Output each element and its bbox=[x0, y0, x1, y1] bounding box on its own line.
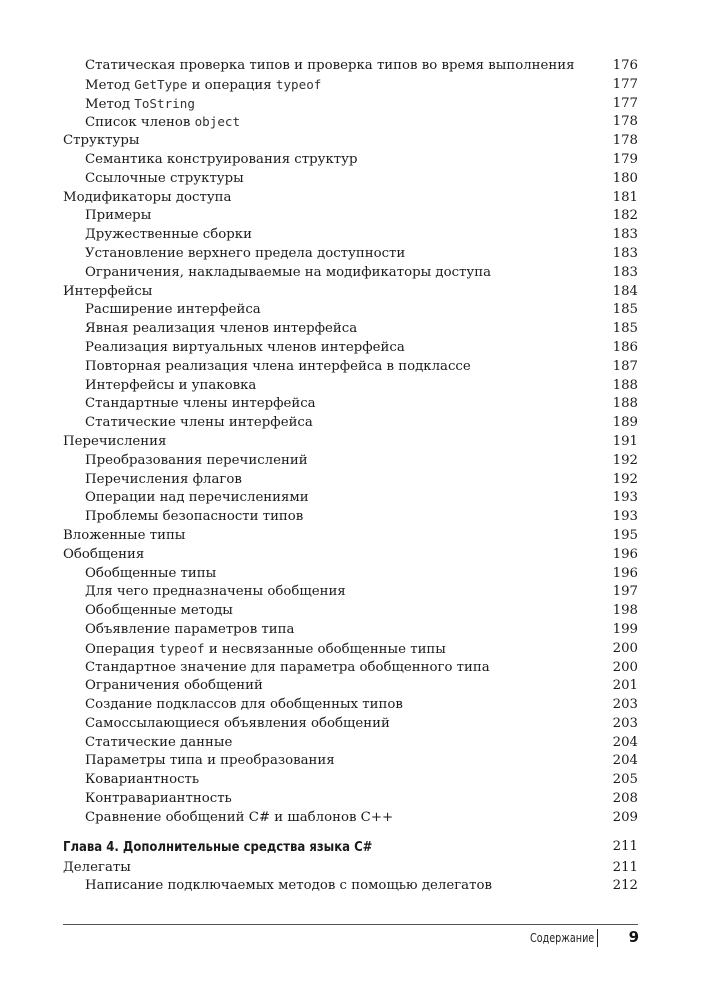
toc-entry-page: 199 bbox=[612, 621, 638, 637]
toc-entry-page: 177 bbox=[612, 76, 638, 92]
toc-section-entry bbox=[63, 132, 638, 151]
toc-entry-text: Явная реализация членов интерфейса bbox=[85, 321, 358, 337]
toc-entry-page: 187 bbox=[612, 358, 638, 374]
toc-entry-page: 182 bbox=[612, 208, 638, 224]
toc-entry-code-term: ToString bbox=[134, 95, 195, 111]
toc-entry-page: 184 bbox=[612, 283, 638, 299]
toc-entry-text: Преобразования перечислений bbox=[85, 452, 308, 468]
toc-entry-title bbox=[85, 659, 490, 678]
toc-entry-text: Самоссылающиеся объявления обобщений bbox=[85, 715, 390, 731]
toc-entry-title bbox=[85, 452, 308, 471]
toc-entry-text: Повторная реализация члена интерфейса в подклассе bbox=[85, 358, 471, 374]
toc-entry-page: 203 bbox=[612, 697, 638, 713]
toc-subsection-entry bbox=[63, 264, 638, 283]
toc-subsection-entry bbox=[63, 677, 638, 696]
toc-entry-title bbox=[63, 189, 231, 208]
toc-entry-title bbox=[63, 283, 152, 302]
toc-entry-title bbox=[85, 508, 303, 527]
toc-subsection-entry bbox=[63, 659, 638, 678]
toc-entry-page: 180 bbox=[612, 170, 638, 186]
toc-entry-code-term: GetType bbox=[134, 76, 188, 92]
toc-entry-text: Примеры bbox=[85, 208, 152, 224]
toc-entry-text: Обобщения bbox=[63, 546, 145, 562]
page-number: 9 bbox=[628, 928, 639, 946]
toc-section-entry bbox=[63, 859, 638, 878]
toc-entry-text: Сравнение обобщений C# и шаблонов C++ bbox=[85, 809, 394, 825]
toc-entry-title bbox=[63, 433, 166, 452]
toc-subsection-entry bbox=[63, 696, 638, 715]
toc-subsection-entry bbox=[63, 151, 638, 170]
toc-entry-text: Вложенные типы bbox=[63, 527, 186, 543]
toc-entry-title bbox=[85, 715, 390, 734]
toc-entry-text: Стандартные члены интерфейса bbox=[85, 396, 316, 412]
toc-entry-page: 183 bbox=[612, 245, 638, 261]
toc-entry-title bbox=[85, 339, 405, 358]
toc-subsection-entry bbox=[63, 809, 638, 828]
toc-entry-text: Список членов bbox=[85, 115, 195, 131]
toc-entry-title bbox=[85, 489, 309, 508]
toc-entry-code-term: typeof bbox=[275, 76, 322, 92]
toc-entry-text: Установление верхнего предела доступности bbox=[85, 245, 406, 261]
toc-entry-page: 212 bbox=[612, 878, 638, 894]
toc-entry-text: и несвязанные обобщенные типы bbox=[204, 641, 446, 657]
toc-entry-text: Метод bbox=[85, 96, 135, 112]
toc-entry-page: 177 bbox=[612, 95, 638, 111]
toc-entry-title bbox=[85, 358, 471, 377]
toc-chapter-entry bbox=[63, 837, 638, 857]
toc-entry-title bbox=[85, 226, 252, 245]
toc-entry-text: Параметры типа и преобразования bbox=[85, 753, 335, 769]
toc-subsection-entry bbox=[63, 715, 638, 734]
toc-entry-title bbox=[63, 546, 144, 565]
toc-entry-text: Интерфейсы bbox=[63, 283, 153, 299]
toc-entry-text: Статические данные bbox=[85, 734, 233, 750]
toc-entry-text: Написание подключаемых методов с помощью делегатов bbox=[85, 878, 492, 894]
toc-entry-page: 203 bbox=[612, 715, 638, 731]
toc-entry-text: Метод bbox=[85, 77, 135, 93]
toc-subsection-entry bbox=[63, 226, 638, 245]
toc-entry-title bbox=[85, 301, 261, 320]
toc-entry-title bbox=[85, 95, 195, 115]
toc-subsection-entry bbox=[63, 621, 638, 640]
toc-section-entry bbox=[63, 433, 638, 452]
toc-entry-text: Интерфейсы и упаковка bbox=[85, 377, 257, 393]
toc-entry-text: Глава 4. Дополнительные средства языка C# bbox=[63, 838, 373, 855]
toc-subsection-entry bbox=[63, 207, 638, 226]
toc-entry-page: 200 bbox=[612, 659, 638, 675]
toc-entry-page: 204 bbox=[612, 753, 638, 769]
toc-subsection-entry bbox=[63, 245, 638, 264]
toc-subsection-entry bbox=[63, 320, 638, 339]
toc-entry-page: 204 bbox=[612, 734, 638, 750]
toc-entry-page: 191 bbox=[612, 433, 638, 449]
toc-subsection-entry bbox=[63, 395, 638, 414]
table-of-contents bbox=[63, 57, 638, 896]
toc-section-entry bbox=[63, 527, 638, 546]
toc-subsection-entry bbox=[63, 583, 638, 602]
toc-subsection-entry bbox=[63, 339, 638, 358]
toc-subsection-entry bbox=[63, 358, 638, 377]
toc-subsection-entry bbox=[63, 489, 638, 508]
toc-entry-text: Объявление параметров типа bbox=[85, 621, 295, 637]
toc-subsection-entry bbox=[63, 95, 638, 114]
toc-entry-text: Проблемы безопасности типов bbox=[85, 509, 304, 525]
toc-entry-title bbox=[85, 395, 316, 414]
toc-entry-title bbox=[85, 809, 393, 828]
toc-entry-text: Создание подклассов для обобщенных типов bbox=[85, 697, 403, 713]
toc-entry-text: Расширение интерфейса bbox=[85, 302, 261, 318]
toc-entry-title bbox=[85, 471, 242, 490]
toc-entry-title bbox=[85, 696, 403, 715]
toc-entry-title bbox=[85, 113, 240, 133]
toc-entry-title bbox=[85, 76, 321, 96]
toc-subsection-entry bbox=[63, 602, 638, 621]
toc-entry-text: Перечисления флагов bbox=[85, 471, 242, 487]
toc-entry-page: 188 bbox=[612, 377, 638, 393]
toc-entry-text: Ограничения, накладываемые на модификаторы доступа bbox=[85, 264, 492, 280]
toc-entry-title bbox=[85, 207, 151, 226]
toc-entry-title bbox=[63, 837, 372, 857]
toc-entry-text: Статическая проверка типов и проверка типов во время выполнения bbox=[85, 58, 575, 73]
toc-entry-code-term: object bbox=[194, 114, 241, 130]
toc-subsection-entry bbox=[63, 565, 638, 584]
toc-entry-text: Дружественные сборки bbox=[85, 227, 252, 243]
toc-entry-text: Делегаты bbox=[63, 859, 131, 875]
toc-entry-page: 181 bbox=[612, 189, 638, 205]
footer-separator-bar bbox=[597, 929, 598, 947]
toc-entry-page: 185 bbox=[612, 321, 638, 337]
toc-entry-page: 205 bbox=[612, 772, 638, 788]
toc-entry-page: 201 bbox=[612, 678, 638, 694]
toc-entry-title bbox=[63, 859, 131, 878]
toc-entry-page: 195 bbox=[612, 527, 638, 543]
toc-subsection-entry bbox=[63, 640, 638, 659]
toc-subsection-entry bbox=[63, 452, 638, 471]
toc-entry-page: 192 bbox=[612, 471, 638, 487]
toc-entry-page: 178 bbox=[612, 114, 638, 130]
toc-subsection-entry bbox=[63, 301, 638, 320]
running-footer-label: Содержание bbox=[529, 931, 594, 945]
toc-entry-text: Модификаторы доступа bbox=[63, 189, 232, 205]
toc-entry-title bbox=[85, 677, 263, 696]
toc-entry-page: 193 bbox=[612, 490, 638, 506]
toc-entry-title bbox=[85, 245, 405, 264]
toc-entry-page: 192 bbox=[612, 452, 638, 468]
toc-entry-title bbox=[85, 151, 357, 170]
toc-entry-text: Структуры bbox=[63, 133, 140, 149]
toc-subsection-entry bbox=[63, 508, 638, 527]
toc-entry-text: Семантика конструирования структур bbox=[85, 151, 358, 167]
toc-subsection-entry bbox=[63, 471, 638, 490]
toc-entry-text: Ссылочные структуры bbox=[85, 170, 244, 186]
toc-entry-text: Контравариантность bbox=[85, 791, 232, 807]
toc-entry-page: 209 bbox=[612, 809, 638, 825]
toc-entry-page: 208 bbox=[612, 791, 638, 807]
toc-section-entry bbox=[63, 189, 638, 208]
toc-subsection-entry bbox=[63, 170, 638, 189]
toc-entry-text: и операция bbox=[187, 77, 276, 93]
toc-entry-title bbox=[85, 602, 233, 621]
toc-entry-title bbox=[85, 264, 491, 283]
toc-entry-page: 196 bbox=[612, 565, 638, 581]
toc-entry-page: 193 bbox=[612, 509, 638, 525]
toc-entry-text: Реализация виртуальных членов интерфейса bbox=[85, 339, 405, 355]
toc-entry-title bbox=[85, 621, 294, 640]
toc-entry-title bbox=[85, 752, 335, 771]
toc-entry-title bbox=[85, 640, 446, 660]
toc-entry-title bbox=[85, 377, 256, 396]
toc-entry-text: Ковариантность bbox=[85, 772, 200, 788]
toc-entry-title bbox=[85, 57, 575, 76]
toc-entry-title bbox=[85, 877, 492, 896]
toc-entry-text: Операция bbox=[85, 641, 160, 657]
toc-entry-page: 183 bbox=[612, 264, 638, 280]
toc-entry-text: Стандартное значение для параметра обобщенного типа bbox=[85, 659, 490, 675]
toc-entry-title bbox=[85, 771, 199, 790]
toc-section-entry bbox=[63, 283, 638, 302]
toc-subsection-entry bbox=[63, 377, 638, 396]
toc-entry-title bbox=[85, 583, 346, 602]
toc-entry-title bbox=[63, 132, 139, 151]
toc-entry-page: 186 bbox=[612, 339, 638, 355]
toc-entry-page: 183 bbox=[612, 227, 638, 243]
toc-entry-text: Для чего предназначены обобщения bbox=[85, 584, 346, 600]
toc-entry-page: 188 bbox=[612, 396, 638, 412]
toc-entry-page: 189 bbox=[612, 415, 638, 431]
toc-entry-title bbox=[85, 734, 232, 753]
toc-entry-page: 211 bbox=[612, 838, 638, 854]
toc-entry-page: 179 bbox=[612, 151, 638, 167]
toc-entry-text: Ограничения обобщений bbox=[85, 678, 263, 694]
toc-entry-text: Статические члены интерфейса bbox=[85, 415, 313, 431]
toc-entry-title bbox=[63, 527, 185, 546]
toc-entry-title bbox=[85, 170, 244, 189]
toc-entry-page: 211 bbox=[612, 859, 638, 875]
toc-entry-text: Перечисления bbox=[63, 433, 167, 449]
toc-entry-title bbox=[85, 565, 216, 584]
toc-entry-title bbox=[85, 790, 232, 809]
toc-entry-title bbox=[85, 320, 357, 339]
toc-subsection-entry bbox=[63, 771, 638, 790]
toc-section-entry bbox=[63, 546, 638, 565]
toc-entry-page: 196 bbox=[612, 546, 638, 562]
toc-entry-text: Обобщенные типы bbox=[85, 565, 217, 581]
toc-entry-page: 198 bbox=[612, 603, 638, 619]
toc-subsection-entry bbox=[63, 113, 638, 132]
toc-entry-title bbox=[85, 414, 313, 433]
toc-entry-page: 197 bbox=[612, 584, 638, 600]
toc-entry-page: 176 bbox=[612, 58, 638, 73]
toc-subsection-entry bbox=[63, 414, 638, 433]
toc-entry-page: 200 bbox=[612, 640, 638, 656]
toc-subsection-entry bbox=[63, 790, 638, 809]
footer-divider bbox=[63, 924, 638, 925]
toc-subsection-entry bbox=[63, 734, 638, 753]
toc-subsection-entry bbox=[63, 752, 638, 771]
toc-entry-text: Обобщенные методы bbox=[85, 603, 233, 619]
toc-entry-page: 178 bbox=[612, 133, 638, 149]
toc-subsection-entry bbox=[63, 877, 638, 896]
toc-entry-text: Операции над перечислениями bbox=[85, 490, 309, 506]
toc-subsection-entry bbox=[63, 57, 638, 76]
toc-entry-code-term: typeof bbox=[159, 640, 205, 656]
toc-subsection-entry bbox=[63, 76, 638, 95]
toc-entry-page: 185 bbox=[612, 302, 638, 318]
